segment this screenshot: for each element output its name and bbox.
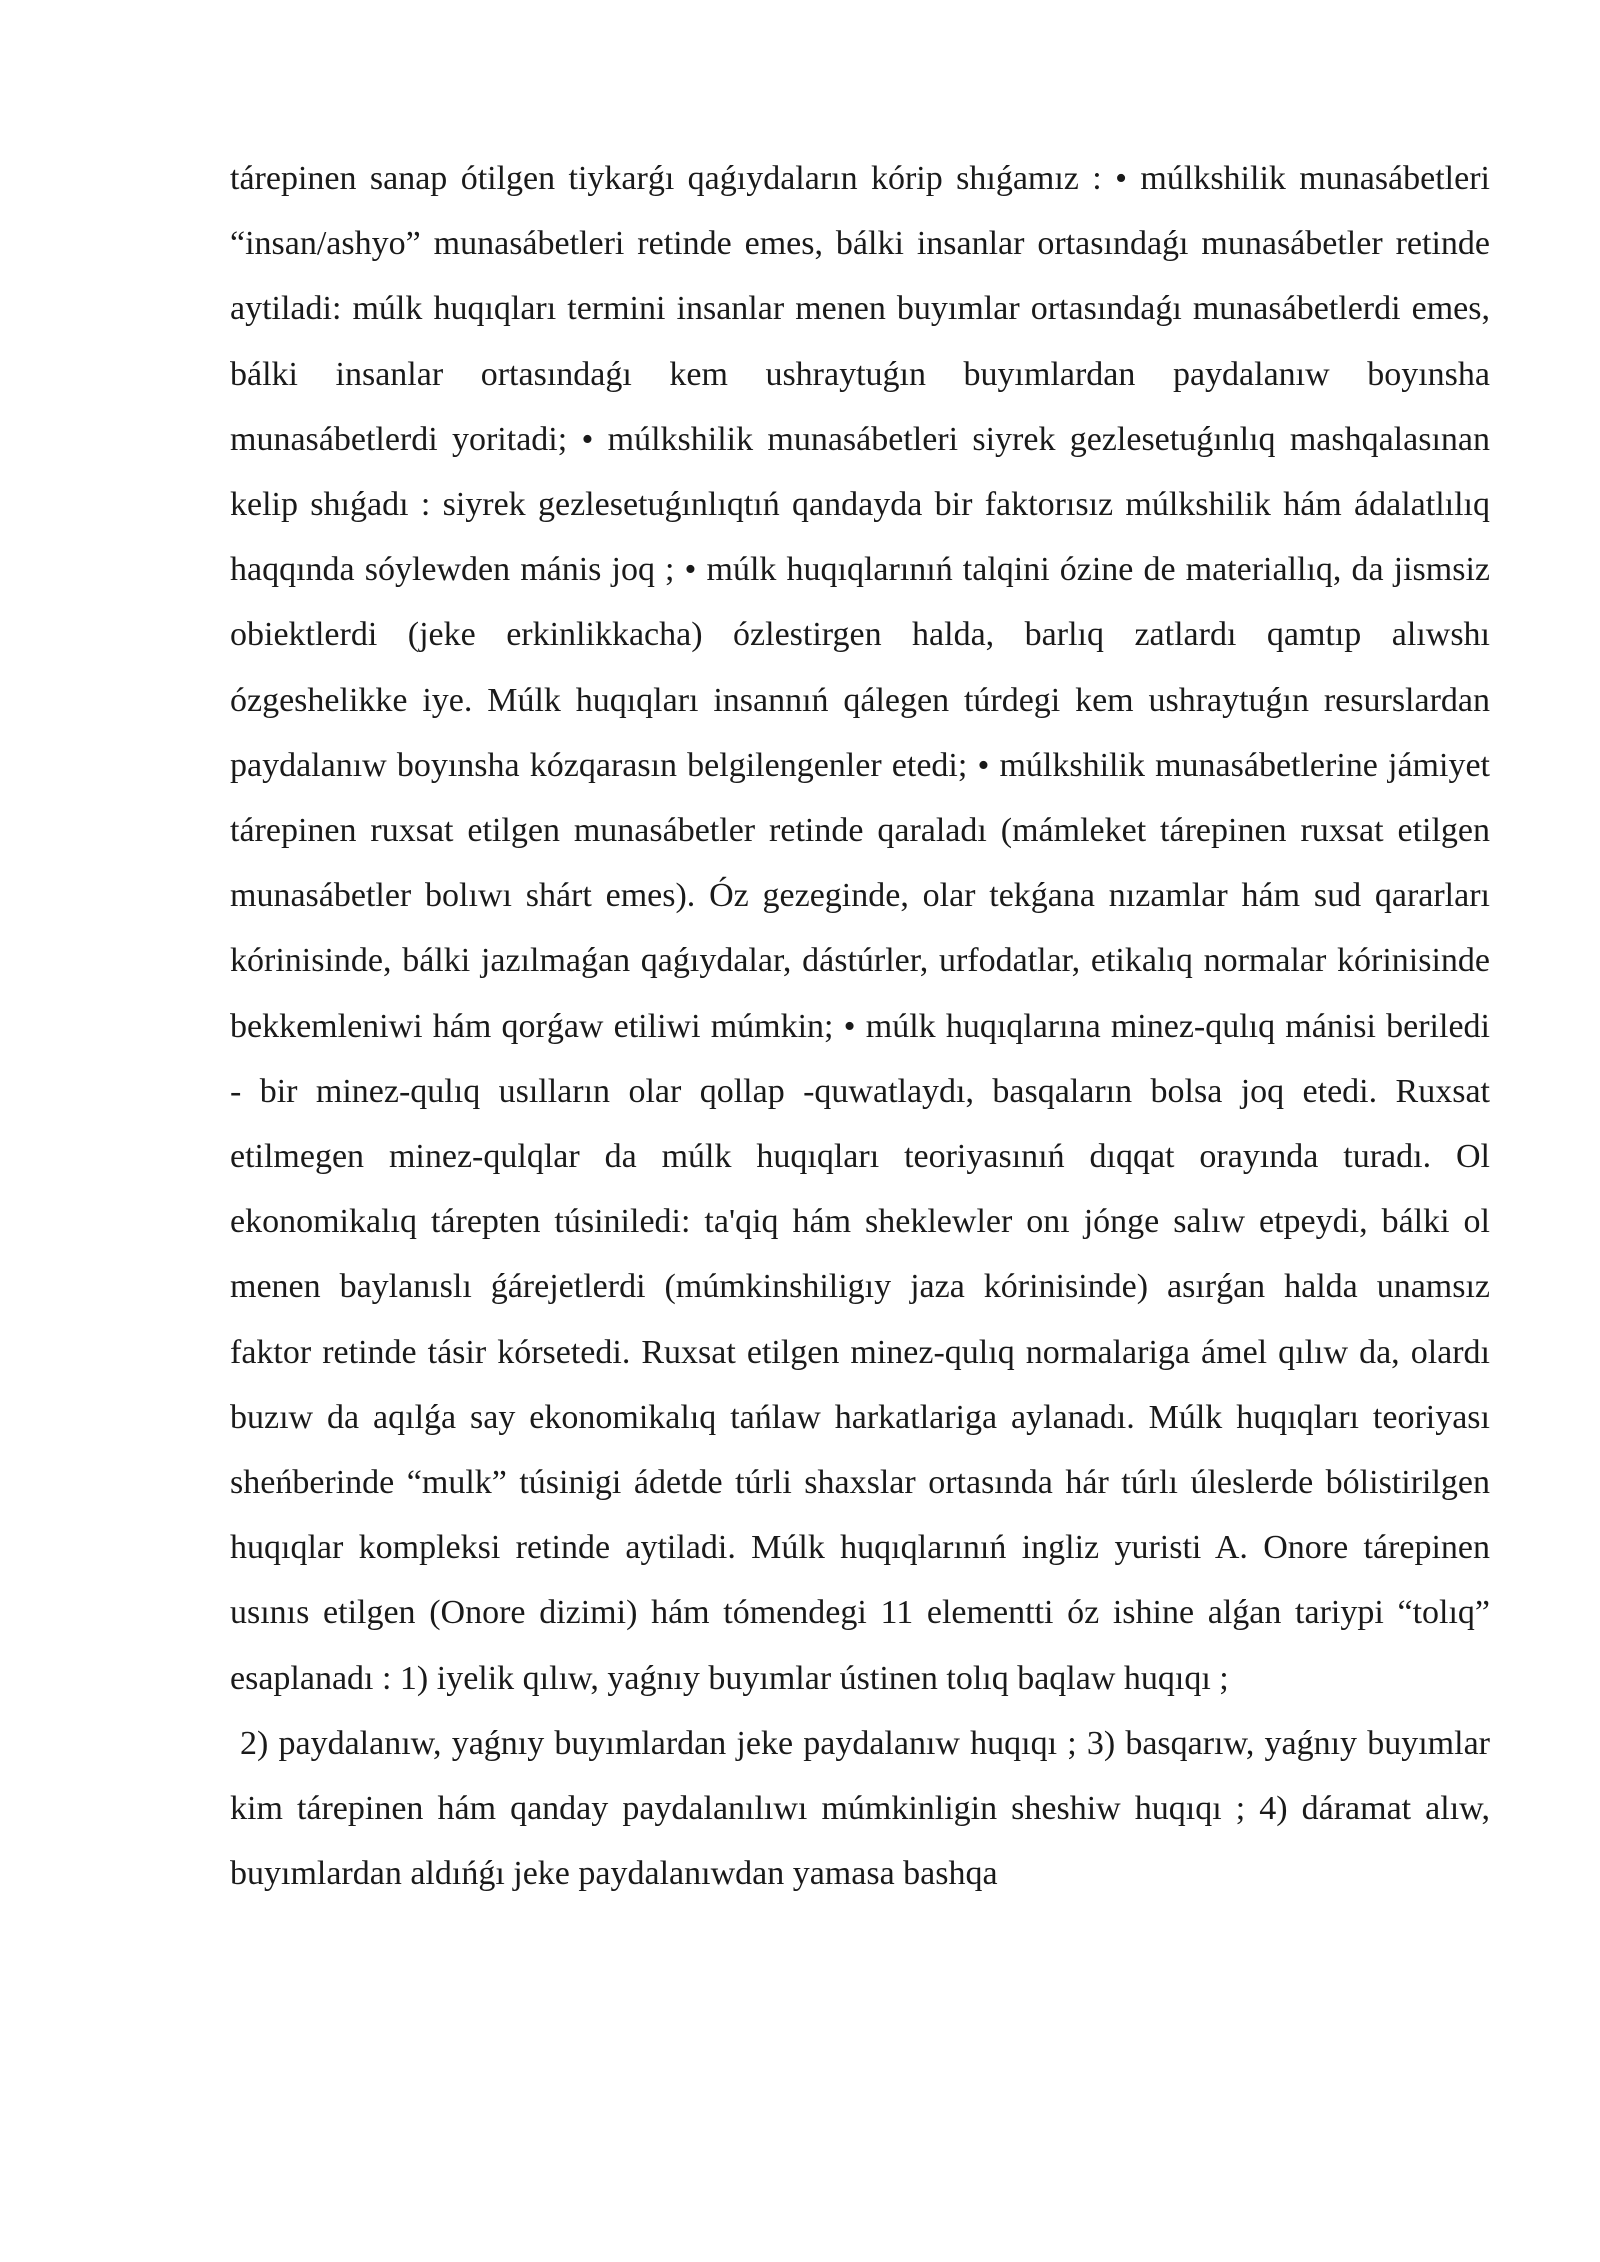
paragraph: tárepinen sanap ótilgen tiykarǵı qaǵıydaların kórip shıǵamız : • múlkshilik munasábetleri “insan/ashyo” munasábetleri retinde emes, bálki insanlar ortasındaǵı munasábetler retinde aytiladi: múlk huqıqları termini insanlar menen buyımlar ortasındaǵı munasábetlerdi emes, bálki insanlar ortasındaǵı kem ushraytuǵın buyımlardan paydalanıw boyınsha munasábetlerdi yoritadi; • múlkshilik munasábetleri siyrek gezlesetuǵınlıq mashqalasınan kelip shıǵadı : siyrek gezlesetuǵınlıqtıń qandayda bir faktorısız múlkshilik hám ádalatlılıq haqqında sóylewden mánis joq ; • múlk huqıqlarınıń talqini ózine de materiallıq, da jismsiz obiektlerdi (jeke erkinlikkacha) ózlestirgen halda, barlıq zatlardı qamtıp alıwshı ózgeshelikke iye. Múlk huqıqları insannıń qálegen túrdegi kem ushraytuǵın resurslardan paydalanıw boyınsha kózqarasın belgilengenler etedi; • múlkshilik munasábetlerine jámiyet tárepinen ruxsat etilgen munasábetler retinde qaraladı (mámleket tárepinen ruxsat etilgen munasábetler bolıwı shárt emes). Óz gezeginde, olar tekǵana nızamlar hám sud qararları kórinisinde, bálki jazılmaǵan qaǵıydalar, dástúrler, urfodatlar, etikalıq normalar kórinisinde bekkemleniwi hám qorǵaw etiliwi múmkin; • múlk huqıqlarına minez-qulıq mánisi beriledi - bir minez-qulıq usılların olar qollap -quwatlaydı, basqaların bolsa joq etedi. Ruxsat etilmegen minez-qulqlar da múlk huqıqları teoriyasınıń dıqqat orayında turadı. Ol ekonomikalıq tárepten túsiniledi: ta'qiq hám sheklewler onı jónge salıw etpeydi, bálki ol menen baylanıslı ǵárejetlerdi (múmkinshiligıy jaza kórinisinde) asırǵan halda unamsız faktor retinde tásir kórsetedi. Ruxsat etilgen minez-qulıq normalariga ámel qılıw da, olardı buzıw da aqılǵa say ekonomikalıq tańlaw harkatlariga aylanadı. Múlk huqıqları teoriyası sheńberinde “mulk” túsinigi ádetde túrli shaxslar ortasında hár túrlı úleslerde bólistirilgen huqıqlar kompleksi retinde aytiladi. Múlk huqıqlarınıń ingliz yuristi A. Onore tárepinen usınıs etilgen (Onore dizimi) hám tómendegi 11 elementti óz ishine alǵan tariypi “tolıq” esaplanadı : 1) iyelik qılıw, yaǵnıy buyımlar ústinen tolıq baqlaw huqıqı ; bbox=[230, 160, 1490, 1697]
paragraph: 2) paydalanıw, yaǵnıy buyımlardan jeke paydalanıw huqıqı ; 3) basqarıw, yaǵnıy buyımlar kim tárepinen hám qanday paydalanılıwı múmkinligin sheshiw huqıqı ; 4) dáramat alıw, buyımlardan aldıńǵı jeke paydalanıwdan yamasa bashqa bbox=[230, 1724, 1490, 1893]
body-text bbox=[230, 146, 1490, 1906]
